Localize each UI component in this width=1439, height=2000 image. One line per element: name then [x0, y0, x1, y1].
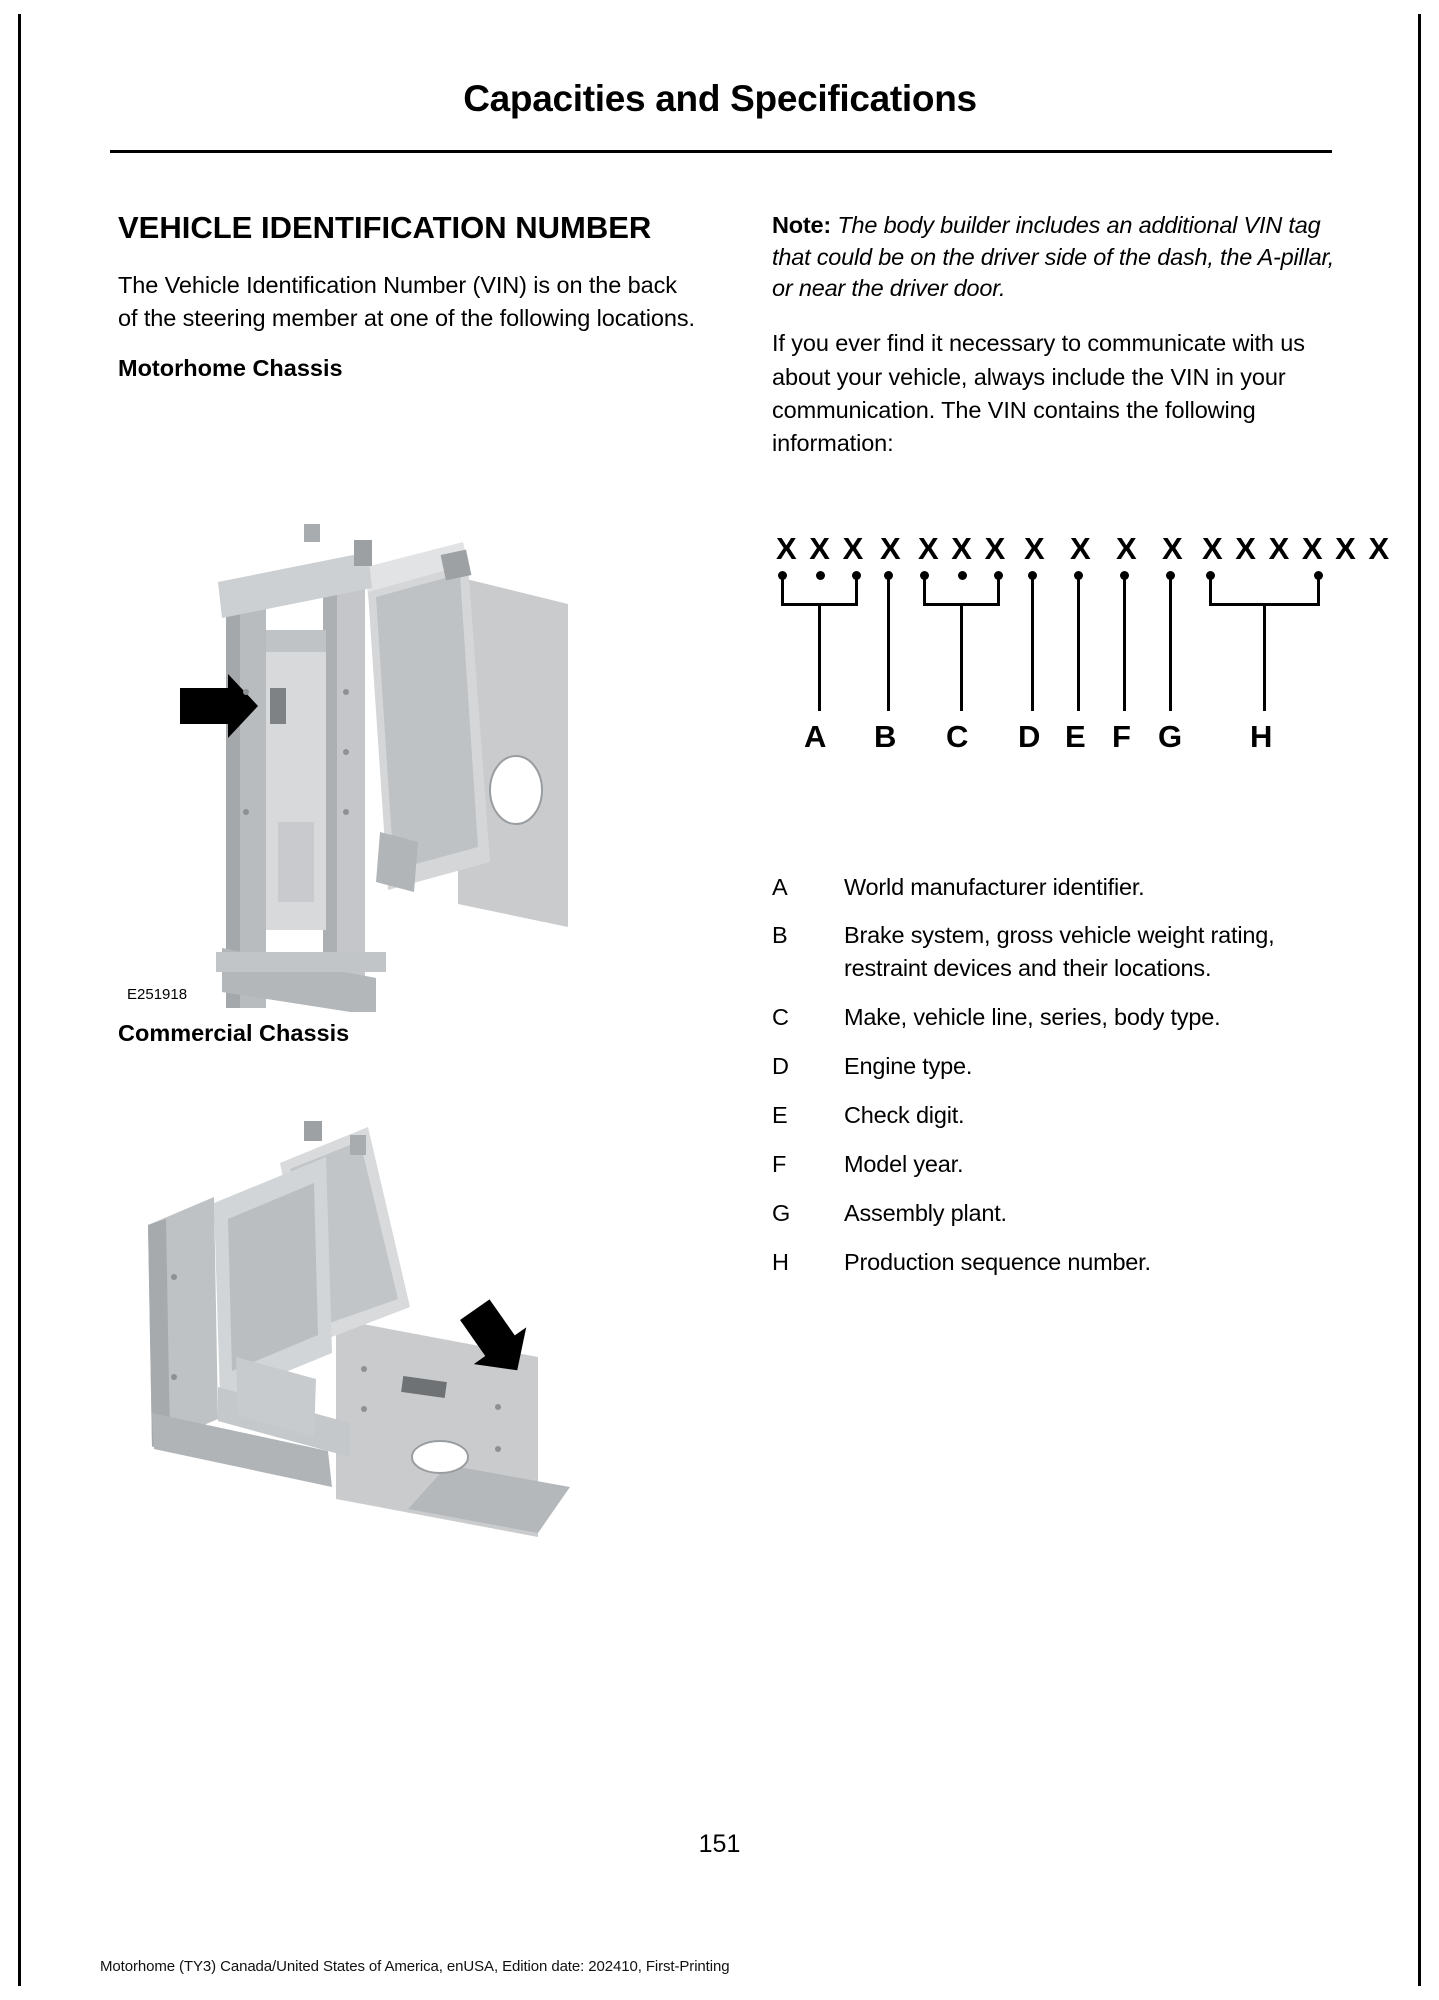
figure-motorhome-image: [118, 392, 588, 1012]
legend-value: World manufacturer identifier.: [844, 873, 1145, 900]
vin-leader-b: [887, 575, 890, 711]
vin-dot: [816, 571, 825, 580]
vin-group-chars-e: X: [1070, 530, 1093, 566]
vin-leader-c: [960, 603, 963, 711]
section-heading: VEHICLE IDENTIFICATION NUMBER: [118, 210, 652, 245]
footer-imprint: Motorhome (TY3) Canada/United States of America, enUSA, Edition date: 202410, First-Printing: [100, 1958, 730, 1975]
vin-label-h: H: [1250, 718, 1273, 754]
vin-bracket-line: [781, 575, 784, 605]
vin-label-c: C: [946, 718, 969, 754]
legend-key: F: [772, 1150, 787, 1177]
vin-label-e: E: [1065, 718, 1086, 754]
vin-group-chars-f: X: [1116, 530, 1139, 566]
vin-bracket-line: [855, 575, 858, 605]
legend-key: D: [772, 1053, 789, 1080]
vin-label-b: B: [874, 718, 897, 754]
legend-key: H: [772, 1248, 789, 1275]
page-title: Capacities and Specifications: [463, 78, 977, 119]
vin-group-chars-h: X X X X X X: [1202, 530, 1392, 566]
page-number: 151: [698, 1830, 741, 1858]
list-item: [772, 1001, 1342, 1034]
list-item: [772, 1099, 1342, 1132]
vin-group-chars-c: X X X: [918, 530, 1008, 566]
header-divider: [110, 150, 1332, 153]
legend-key: B: [772, 922, 788, 949]
legend-value: Assembly plant.: [844, 1199, 1007, 1226]
vin-bracket-line: [1317, 575, 1320, 605]
vin-label-a: A: [804, 718, 827, 754]
vin-group-chars-g: X: [1162, 530, 1185, 566]
list-item: [772, 871, 1342, 904]
vin-bracket-line: [997, 575, 1000, 605]
vin-group-chars-a: X X X: [776, 530, 866, 566]
vin-leader-a: [818, 603, 821, 711]
vin-label-f: F: [1112, 718, 1131, 754]
vin-label-d: D: [1018, 718, 1041, 754]
vin-structure-diagram: [772, 530, 1392, 781]
legend-key: A: [772, 873, 788, 900]
figure-caption-commercial: Commercial Chassis: [118, 1020, 350, 1047]
figure-commercial-image: [118, 1057, 588, 1617]
note-body: The body builder includes an additional VIN tag that could be on the driver side of the dash, the A-pillar, or near the driver door.: [772, 212, 1335, 302]
vin-dot: [958, 571, 967, 580]
list-item: [772, 1148, 1342, 1181]
commercial-chassis-illustration: [118, 1057, 588, 1617]
list-item: [772, 919, 1342, 985]
legend-value: Production sequence number.: [844, 1248, 1151, 1275]
vin-leader-e: [1077, 575, 1080, 711]
figure-motorhome-chassis: [118, 392, 588, 1012]
legend-value: Engine type.: [844, 1053, 973, 1080]
vin-group-chars-d: X: [1024, 530, 1047, 566]
legend-value: Make, vehicle line, series, body type.: [844, 1004, 1221, 1031]
legend-value: Brake system, gross vehicle weight rating, restraint devices and their locations.: [844, 922, 1275, 982]
legend-key: E: [772, 1102, 788, 1129]
right-column: [772, 210, 1392, 1295]
list-item: [772, 1197, 1342, 1230]
vin-leader-h: [1263, 603, 1266, 711]
note-label: Note:: [772, 212, 832, 238]
figure-id-commercial: [124, 1607, 130, 1609]
note-block: [772, 210, 1342, 305]
motorhome-chassis-illustration: [118, 392, 588, 1012]
vin-leader-d: [1031, 575, 1034, 711]
vin-leader-f: [1123, 575, 1126, 711]
intro-paragraph: The Vehicle Identification Number (VIN) is on the back of the steering member at one of the following locations.: [118, 271, 695, 331]
vin-label-g: G: [1158, 718, 1183, 754]
legend-value: Check digit.: [844, 1102, 965, 1129]
figure-id-motorhome: E251918: [124, 985, 190, 1004]
page-border-right: [1418, 14, 1421, 1986]
left-column: [118, 210, 698, 1623]
list-item: [772, 1246, 1342, 1279]
vin-legend-list: [772, 871, 1342, 1279]
page-border-left: [18, 14, 21, 1986]
legend-value: Model year.: [844, 1150, 964, 1177]
legend-key: C: [772, 1004, 789, 1031]
vin-usage-paragraph: If you ever find it necessary to communicate with us about your vehicle, always include the VIN in your communication. The VIN contains the following information:: [772, 330, 1305, 457]
vin-leader-g: [1169, 575, 1172, 711]
legend-key: G: [772, 1199, 791, 1226]
list-item: [772, 1050, 1342, 1083]
vin-bracket-line: [1209, 575, 1212, 605]
figure-commercial-chassis: [118, 1057, 588, 1617]
vin-group-chars-b: X: [880, 530, 903, 566]
figure-caption-motorhome: Motorhome Chassis: [118, 355, 343, 382]
vin-bracket-line: [923, 575, 926, 605]
